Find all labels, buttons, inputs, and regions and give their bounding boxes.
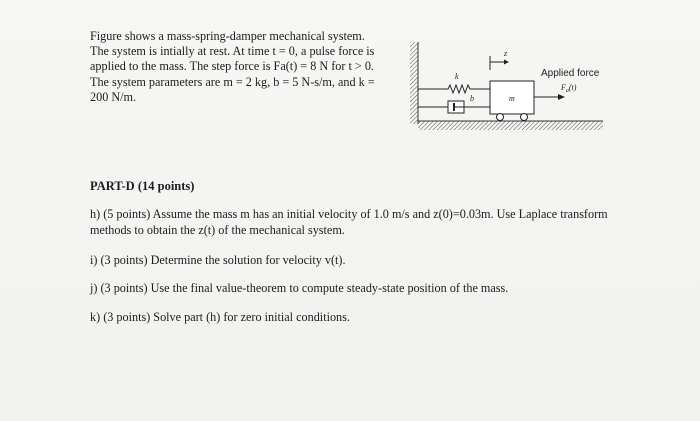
statement-line: applied to the mass. The step force is Fa(t) = 8 N for t > 0. xyxy=(90,59,374,74)
mass-spring-damper-diagram xyxy=(408,40,608,135)
question-k: k) (3 points) Solve part (h) for zero initial conditions. xyxy=(90,310,350,324)
statement-line: The system is intially at rest. At time t = 0, a pulse force is xyxy=(90,44,375,59)
statement-line: The system parameters are m = 2 kg, b = 5 N-s/m, and k = xyxy=(90,74,375,89)
mass-label: m xyxy=(509,94,515,103)
position-label: z xyxy=(504,49,508,58)
spring xyxy=(418,85,490,93)
system-figure xyxy=(408,40,608,135)
damper-label: b xyxy=(470,94,474,103)
question-h xyxy=(90,207,608,238)
statement-line: Figure shows a mass-spring-damper mechanical system. xyxy=(90,29,365,43)
question-i: i) (3 points) Determine the solution for velocity v(t). xyxy=(90,253,346,267)
question-h-line: methods to obtain the z(t) of the mechanical system. xyxy=(90,222,345,237)
wheel-left xyxy=(497,114,504,121)
statement-line: 200 N/m. xyxy=(90,89,137,104)
wall xyxy=(410,42,418,124)
force-label: $F_a(t)$ xyxy=(561,83,577,94)
position-arrowhead xyxy=(504,60,509,65)
part-title: PART-D (14 points) xyxy=(90,179,195,193)
force-arrowhead xyxy=(558,94,565,100)
ground xyxy=(418,121,603,130)
problem-statement xyxy=(90,29,400,105)
question-j: j) (3 points) Use the final value-theorem to compute steady-state position of the mass. xyxy=(90,281,509,295)
wheel-right xyxy=(521,114,528,121)
force-title: Applied force xyxy=(541,68,600,79)
spring-label: k xyxy=(455,72,459,81)
question-h-line: h) (5 points) Assume the mass m has an initial velocity of 1.0 m/s and z(0)=0.03m. Use Laplace transform xyxy=(90,207,608,221)
